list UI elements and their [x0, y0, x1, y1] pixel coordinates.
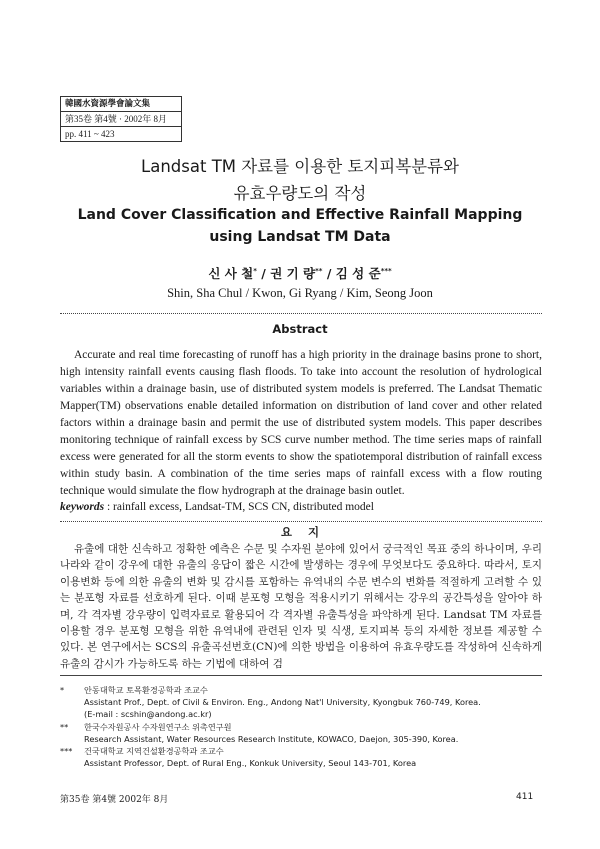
footnote-3-line2: Assistant Professor, Dept. of Rural Eng., Konkuk University, Seoul 143-701, Korea — [84, 758, 417, 769]
journal-info-box — [60, 96, 182, 142]
summary-text: 유출에 대한 신속하고 정확한 예측은 수문 및 수자원 분야에 있어서 궁극적인 목표 중의 하나이며, 우리 나라와 같이 강우에 대한 유출의 응답이 짧은 시간에 발생하는 경우에 무엇보다도 중요하다. 따라서, 토지이용변화 등에 의한 유출의 변화 및 감시를 포함하는 유역내의 수문 변수의 변화를 적절하게 고려할 수 있는 분포형 자료를 선호하게 된다. 이때 분포형 모형을 적용시키기 위해서는 강우의 공간특성을 알아야 하며, 각 격자별 강우량이 입력자료로 활용되어 각 격자별 유출특성을 파악하게 된다. Landsat TM 자료를 이용할 경우 분포형 모형을 위한 유역내에 관련된 인자 및 식생, 토지피복 등의 자세한 정보를 제공할 수 있다. 본 연구에서는 SCS의 유출곡선번호(CN)에 의한 방법을 이용하여 유효우량도를 작성하여 신속하게 유출의 감시가 가능하도록 하는 기법에 대하여 검 — [60, 543, 542, 670]
footnote-1-line2: Assistant Prof., Dept. of Civil & Environ. Eng., Andong Nat'l University, Kyongbuk 760-749, Korea. — [84, 697, 481, 708]
footnote-2-line2: Research Assistant, Water Resources Research Institute, KOWACO, Daejon, 305-390, Korea. — [84, 733, 459, 744]
summary-heading: 요 지 — [280, 525, 320, 539]
footnotes — [60, 684, 542, 769]
footnote-1-line1: 안동대학교 토목환경공학과 조교수 — [84, 685, 208, 695]
footnote-2-mark: ** — [60, 721, 69, 732]
footnote-2-line1: 한국수자원공사 수자원연구소 위촉연구원 — [84, 721, 232, 732]
author-1-korean: 신 사 철 — [208, 266, 254, 281]
title-english-line1: Land Cover Classification and Effective Rainfall Mapping — [77, 207, 523, 223]
author-1-mark: * — [253, 266, 257, 275]
journal-name: 韓國水資源學會論文集 — [65, 99, 151, 109]
author-3-korean: 김 성 준 — [335, 266, 381, 281]
divider-dotted-middle — [60, 521, 542, 522]
footnote-1 — [60, 684, 542, 721]
title-english-line2: using Landsat TM Data — [209, 229, 391, 245]
keywords-label: keywords — [60, 501, 105, 513]
footnote-2 — [60, 721, 542, 745]
abstract-heading: Abstract — [272, 322, 328, 336]
footnote-divider — [60, 675, 542, 676]
authors-korean: 신 사 철* / 권 기 량** / 김 성 준*** — [208, 266, 392, 281]
title-korean-line2: 유효우량도의 작성 — [233, 184, 367, 203]
abstract-text: Accurate and real time forecasting of runoff has a high priority in the drainage basins prone to short, high intensity rainfall events causing flash floods. To take into account the resolution of hydrological variables within a drainage basin, use of distributed system models is preferred. The Landsat Thematic Mapper(TM) observations enable detailed information on distribution of land cover and other related factors within a drainage basin and permit the use of distributed system models. This paper describes monitoring technique of rainfall excess by SCS curve number method. The time series maps of rainfall excess were generated for all the storm events to show the spatiotemporal distribution of rainfall excess within study basin. A combination of the time series maps of rainfall excess with a flow routing technique would simulate the flow hydrograph at the drainage basin outlet. — [60, 349, 542, 497]
divider-dotted-top — [60, 313, 542, 314]
keywords-text: : rainfall excess, Landsat-TM, SCS CN, distributed model — [106, 501, 374, 513]
footnote-3 — [60, 745, 542, 769]
journal-volume: 第35卷 第4號 · 2002年 8月 — [61, 111, 181, 126]
page-number: 411 — [516, 792, 534, 802]
author-3-mark: *** — [380, 266, 392, 275]
journal-pages: pp. 411 ~ 423 — [61, 126, 181, 141]
footnote-3-mark: *** — [60, 746, 73, 757]
author-2-korean: 권 기 량 — [270, 266, 316, 281]
footer-journal-issue: 第35卷 第4號 2002年 8月 — [60, 795, 169, 805]
keywords — [60, 501, 542, 513]
footnote-1-mark: * — [60, 685, 65, 695]
footnote-1-line3: (E-mail : scshin@andong.ac.kr) — [84, 709, 212, 720]
authors-english: Shin, Sha Chul / Kwon, Gi Ryang / Kim, Seong Joon — [167, 286, 433, 300]
footnote-3-line1: 건국대학교 지역건설환경공학과 조교수 — [84, 746, 224, 757]
title-korean-line1: Landsat TM 자료를 이용한 토지피복분류와 — [141, 157, 459, 176]
author-2-mark: ** — [315, 266, 323, 275]
